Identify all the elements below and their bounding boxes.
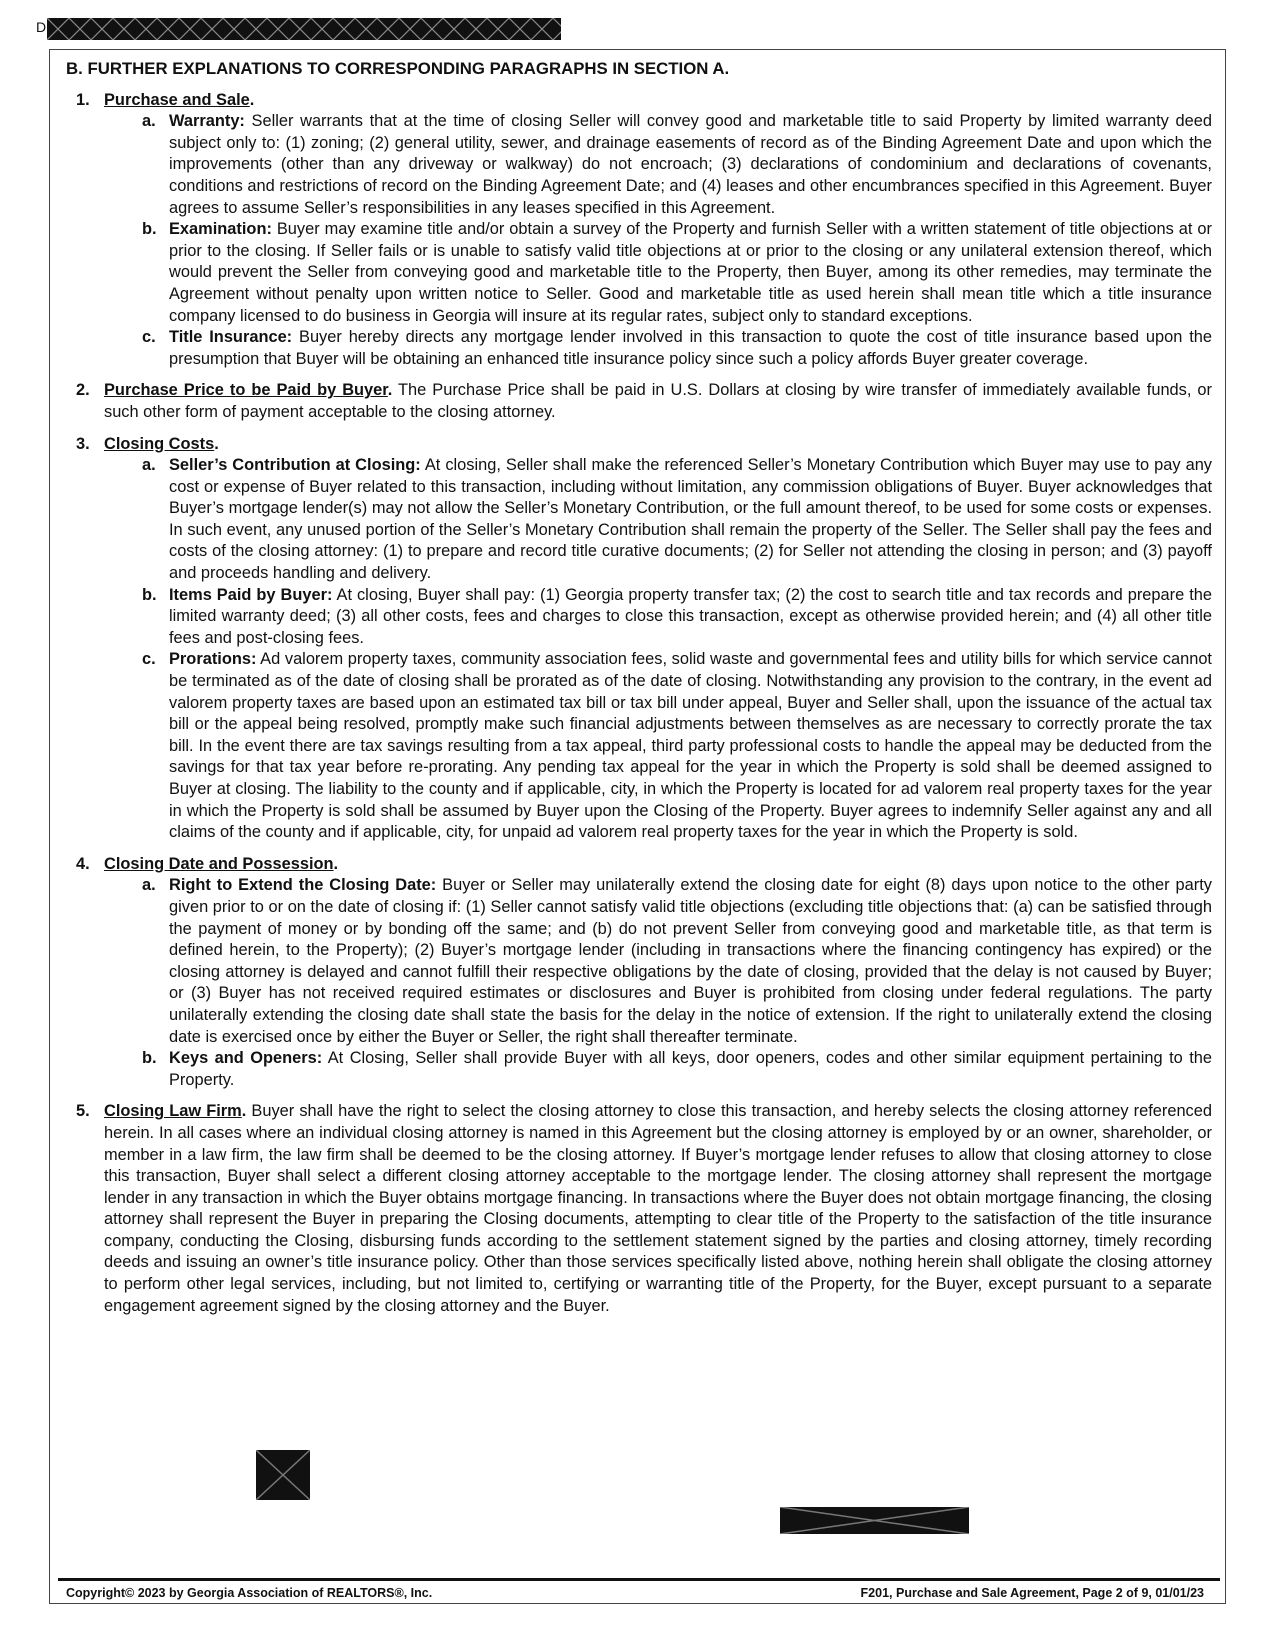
paragraph-title: Closing Costs (104, 434, 215, 453)
paragraph-number: 5. (76, 1102, 90, 1121)
paragraph-2 (66, 380, 1212, 423)
subparagraph-1-c (104, 327, 1212, 370)
subparagraph-letter: c. (142, 650, 156, 669)
paragraph-text: Buyer shall have the right to select the closing attorney to close this transaction, and hereby selects the closing attorney referenced herein. In all cases where an individual closing attorney is named in this Agreement but the closing attorney is employed by or an owner, shareholder, or member in a law firm, the law firm shall be deemed to be the closing attorney. If Buyer’s mortgage lender refuses to allow that closing attorney to close this transaction, Buyer shall select a different closing attorney acceptable to the mortgage lender. The closing attorney shall represent the mortgage lender in any transaction in which the Buyer obtains mortgage financing. In transactions where the Buyer does not obtain mortgage financing, the closing attorney shall represent the Buyer in preparing the Closing documents, attempting to clear title of the Property to the satisfaction of the title insurance company, conducting the Closing, disbursing funds according to the settlement statement signed by the parties and closing attorney, timely recording deeds and issuing an owner’s title insurance policy. Other than those services specifically listed above, nothing herein shall obligate the closing attorney to perform other legal services, including, but not limited to, certifying or warranting title of the Property, for the Buyer, except pursuant to a separate engagement agreement signed by the closing attorney and the Buyer. (104, 1102, 1212, 1315)
subparagraph-3-b (104, 585, 1212, 650)
header-prefix: D (36, 19, 47, 35)
paragraph-title-period: . (333, 854, 339, 873)
redacted-signature-bar (780, 1507, 969, 1534)
footer-rule (58, 1578, 1220, 1581)
subparagraph-text: At Closing, Seller shall provide Buyer with all keys, door openers, codes and other similar equipment pertaining to the Property. (169, 1049, 1213, 1089)
subparagraph-letter: b. (142, 585, 157, 604)
subparagraph-letter: b. (142, 1049, 157, 1068)
paragraph-4 (66, 854, 1212, 1092)
subparagraph-1-a (104, 111, 1212, 219)
footer-form-id: F201, Purchase and Sale Agreement, Page 2 of 9, 01/01/23 (860, 1586, 1204, 1600)
paragraph-title-period: . (214, 434, 219, 453)
paragraph-title-period: . (241, 1102, 247, 1121)
subparagraph-text: Buyer may examine title and/or obtain a survey of the Property and furnish Seller with a written statement of title objections at or prior to the closing. If Seller fails or is unable to satisfy valid title objections at or prior to the closing or any unilateral extension thereof, which would prevent the Seller from conveying good and marketable title to the Property, then Buyer, among its other remedies, may terminate the Agreement without penalty upon written notice to Seller. Good and marketable title as used herein shall mean title which a title insurance company licensed to do business in Georgia will insure at its regular rates, subject only to standard exceptions. (169, 220, 1212, 325)
subparagraph-text: Seller warrants that at the time of closing Seller will convey good and marketable title to said Property by limited warranty deed subject only to: (1) zoning; (2) general utility, sewer, and drainage easements of record as of the Binding Agreement Date and upon which the improvements (other than any driveway or walkway) do not encroach; (3) declarations of condominium and declarations of covenants, conditions and restrictions of record on the Binding Agreement Date; and (4) leases and other encumbrances specified in this Agreement. Buyer agrees to assume Seller’s responsibilities in any leases specified in this Agreement. (169, 112, 1212, 217)
paragraph-title: Closing Date and Possession (104, 854, 334, 873)
footer-copyright: Copyright© 2023 by Georgia Association of REALTORS®, Inc. (66, 1586, 433, 1600)
subparagraph-text: At closing, Buyer shall pay: (1) Georgia property transfer tax; (2) the cost to search title and tax records and prepare the limited warranty deed; (3) all other costs, fees and charges to close this transaction, except as otherwise provided herein; and (4) all other title fees and post-closing fees. (169, 585, 1212, 647)
subparagraph-text: At closing, Seller shall make the referenced Seller’s Monetary Contribution which Buyer may use to pay any cost or expense of Buyer related to this transaction, including without limitation, any commission obligations of Buyer. Buyer acknowledges that Buyer’s mortgage lender(s) may not allow the Seller’s Monetary Contribution, or the full amount thereof, to be used for some costs or expenses. In such event, any unused portion of the Seller’s Monetary Contribution shall remain the property of the Seller. The Seller shall pay the fees and costs of the closing attorney: (1) to prepare and record title curative documents; (2) for Seller not attending the closing in person; and (3) payoff and proceeds handling and delivery. (169, 456, 1213, 583)
redaction-x-icon (256, 1450, 310, 1500)
subparagraph-title: Warranty: (169, 112, 245, 131)
paragraph-list (66, 90, 1212, 1318)
subparagraph-text: Ad valorem property taxes, community association fees, solid waste and governmental fees and utility bills for which service cannot be terminated as of the date of closing shall be prorated as of the date of closing. Notwithstanding any provision to the contrary, in the event ad valorem property taxes are based upon an estimated tax bill or tax bill under appeal, Buyer and Seller shall, upon the issuance of the actual tax bill or the appeal being resolved, promptly make such financial adjustments between themselves as are necessary to correctly prorate the tax bill. In the event there are tax savings resulting from a tax appeal, third party professional costs to handle the appeal may be deducted from the savings for that tax year before re-prorating. Any pending tax appeal for the year in which the Property is sold shall be deemed assigned to Buyer at closing. The liability to the county and if applicable, city, in which the Property is located for ad valorem real property taxes for the year in which the Property is sold shall be assumed by Buyer upon the Closing of the Property. Buyer agrees to indemnify Seller against any and all claims of the county and if applicable, city, for unpaid ad valorem real property taxes for the year in which the Property is sold. (169, 650, 1212, 842)
subparagraph-3-a (104, 455, 1212, 585)
document-body (66, 58, 1212, 1327)
subparagraph-text: Buyer hereby directs any mortgage lender involved in this transaction to quote the cost of title insurance based upon the presumption that Buyer will be obtaining an enhanced title insurance policy since such a policy affords Buyer greater coverage. (169, 328, 1213, 368)
subparagraph-title: Examination: (169, 220, 272, 239)
redaction-pattern-icon (47, 18, 561, 40)
subparagraph-title: Keys and Openers: (169, 1049, 323, 1068)
subparagraph-title: Items Paid by Buyer: (169, 585, 333, 604)
subparagraph-letter: a. (142, 456, 156, 475)
paragraph-number: 2. (76, 381, 90, 400)
subparagraph-title: Right to Extend the Closing Date: (169, 876, 437, 895)
subparagraph-title: Seller’s Contribution at Closing: (169, 456, 421, 475)
paragraph-1 (66, 90, 1212, 371)
paragraph-number: 3. (76, 434, 90, 453)
redaction-x-icon (780, 1507, 969, 1534)
subparagraph-title: Prorations: (169, 650, 257, 669)
redacted-header-bar (47, 18, 561, 40)
paragraph-title-period: . (249, 90, 255, 109)
subparagraph-4-b (104, 1048, 1212, 1091)
subparagraph-letter: a. (142, 876, 156, 895)
subparagraph-title: Title Insurance: (169, 328, 293, 347)
redacted-initials-box (256, 1450, 310, 1500)
paragraph-title: Purchase Price to be Paid by Buyer (104, 381, 388, 400)
paragraph-number: 4. (76, 854, 90, 873)
subparagraph-4-a (104, 875, 1212, 1048)
paragraph-title: Purchase and Sale (104, 90, 250, 109)
section-title: B. FURTHER EXPLANATIONS TO CORRESPONDING PARAGRAPHS IN SECTION A. (66, 59, 730, 78)
paragraph-title: Closing Law Firm (104, 1102, 242, 1121)
subparagraph-1-b (104, 219, 1212, 327)
subparagraph-text: Buyer or Seller may unilaterally extend the closing date for eight (8) days upon notice to the other party given prior to or on the date of closing if: (1) Seller cannot satisfy valid title objections (excluding title objections that: (a) can be satisfied through the payment of money or by bonding off the same; and (b) do not prevent Seller from conveying good and marketable title, as that term is defined herein, to the Property); (2) Buyer’s mortgage lender (including in transactions where the financing contingency has expired) or the closing attorney is delayed and cannot fulfill their respective obligations by the date of closing, provided that the delay is not caused by Buyer; or (3) Buyer has not received required estimates or disclosures and Buyer is prohibited from closing under federal regulations. The party unilaterally extending the closing date shall state the basis for the delay in the notice of extension. If the right to unilaterally extend the closing date is exercised once by either the Buyer or Seller, the right shall thereafter terminate. (169, 876, 1212, 1046)
subparagraph-letter: b. (142, 220, 157, 239)
paragraph-5 (66, 1101, 1212, 1317)
paragraph-number: 1. (76, 90, 90, 109)
paragraph-text: The Purchase Price shall be paid in U.S. Dollars at closing by wire transfer of immediately available funds, or such other form of payment acceptable to the closing attorney. (104, 381, 1212, 421)
subparagraph-3-c (104, 649, 1212, 843)
paragraph-3 (66, 434, 1212, 844)
subparagraph-letter: a. (142, 112, 156, 131)
paragraph-title-period: . (387, 381, 393, 400)
subparagraph-letter: c. (142, 328, 156, 347)
